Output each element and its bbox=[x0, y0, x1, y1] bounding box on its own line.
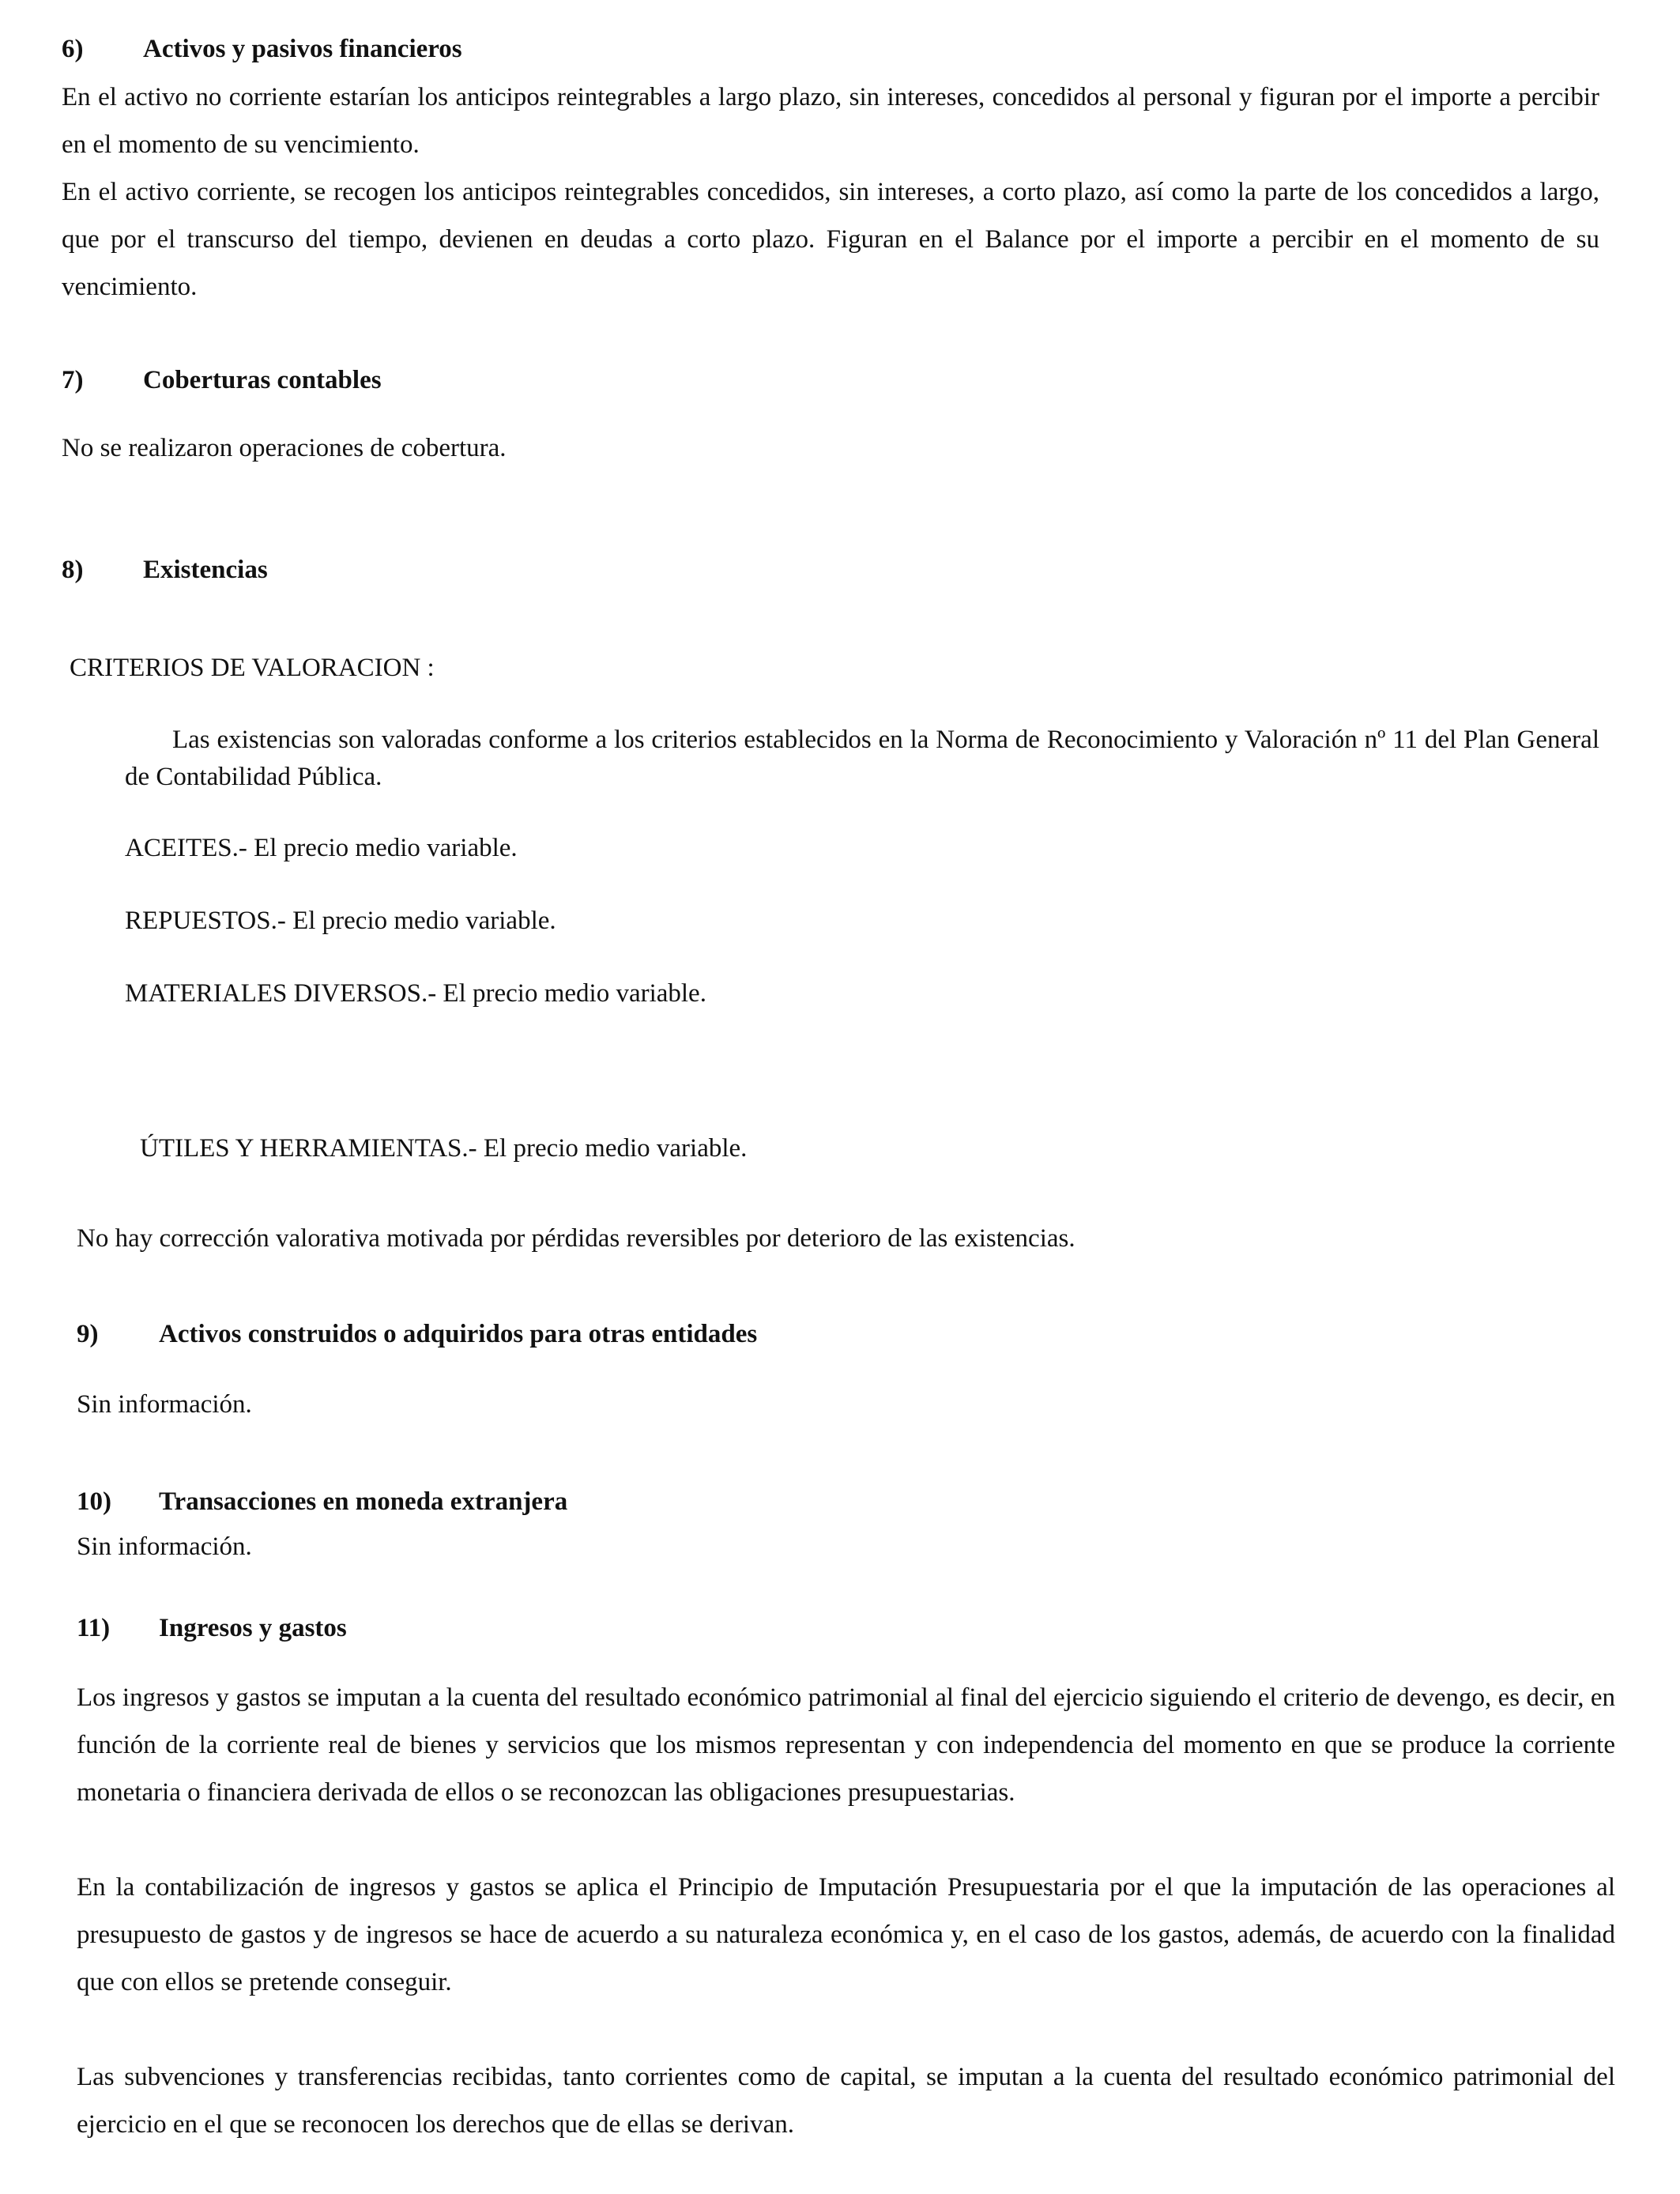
section-11-paragraph-1: Los ingresos y gastos se imputan a la cuenta del resultado económico patrimonial al final del ejercicio siguiendo el criterio de devengo, es decir, en función de la corriente real de bienes y servicios que los mismos representan y con independencia del momento en que se produce la corriente monetaria o financiera derivada de ellos o se reconozcan las obligaciones presupuestarias. bbox=[77, 1683, 1615, 1807]
existencias-note: No hay corrección valorativa motivada por pérdidas reversibles por deterioro de las existencias. bbox=[77, 1224, 1075, 1253]
section-title: Activos y pasivos financieros bbox=[143, 35, 462, 63]
criteria-text: Las existencias son valoradas conforme a los criterios establecidos en la Norma de Reconocimiento y Valoración nº 11 del Plan General de Contabilidad Pública. bbox=[125, 726, 1599, 791]
section-number: 10) bbox=[77, 1487, 111, 1516]
item-repuestos: REPUESTOS.- El precio medio variable. bbox=[125, 907, 556, 935]
section-8-heading bbox=[62, 554, 773, 586]
section-6-heading bbox=[62, 33, 773, 65]
item-utiles: ÚTILES Y HERRAMIENTAS.- El precio medio variable. bbox=[140, 1134, 748, 1163]
section-number: 7) bbox=[62, 366, 84, 394]
section-11-heading bbox=[77, 1612, 1025, 1644]
section-6-paragraph-1: En el activo no corriente estarían los anticipos reintegrables a largo plazo, sin intereses, concedidos al personal y figuran por el importe a percibir en el momento de su vencimiento. bbox=[62, 83, 1599, 159]
section-9-heading bbox=[77, 1318, 1025, 1350]
section-number: 11) bbox=[77, 1614, 111, 1642]
section-11-paragraph-2: En la contabilización de ingresos y gastos se aplica el Principio de Imputación Presupuestaria por el que la imputación de las operaciones al presupuesto de gastos y de ingresos se hace de acuerdo a su naturaleza económica y, en el caso de los gastos, además, de acuerdo con la finalidad que con ellos se pretende conseguir. bbox=[77, 1873, 1615, 1996]
section-title: Ingresos y gastos bbox=[159, 1614, 347, 1642]
section-9-paragraph-1: Sin información. bbox=[77, 1390, 252, 1419]
section-number: 9) bbox=[77, 1320, 99, 1348]
section-title: Existencias bbox=[143, 556, 268, 584]
section-title: Activos construidos o adquiridos para otras entidades bbox=[159, 1320, 758, 1348]
section-title: Transacciones en moneda extranjera bbox=[159, 1487, 568, 1516]
section-title: Coberturas contables bbox=[143, 366, 382, 394]
item-aceites: ACEITES.- El precio medio variable. bbox=[125, 834, 518, 862]
section-7-heading bbox=[62, 364, 773, 396]
item-materiales: MATERIALES DIVERSOS.- El precio medio variable. bbox=[125, 979, 706, 1008]
section-10-heading bbox=[77, 1486, 1025, 1517]
section-6-paragraph-2: En el activo corriente, se recogen los anticipos reintegrables concedidos, sin intereses, a corto plazo, así como la parte de los concedidos a largo, que por el transcurso del tiempo, devienen en deudas a corto plazo. Figuran en el Balance por el importe a percibir en el momento de su vencimiento. bbox=[62, 178, 1599, 301]
section-number: 8) bbox=[62, 556, 84, 584]
section-7-paragraph-1: No se realizaron operaciones de cobertura. bbox=[62, 434, 507, 462]
section-11-paragraph-3: Las subvenciones y transferencias recibidas, tanto corrientes como de capital, se imputan a la cuenta del resultado económico patrimonial del ejercicio en el que se reconocen los derechos que de ellas se derivan. bbox=[77, 2063, 1615, 2139]
section-number: 6) bbox=[62, 35, 84, 63]
section-10-paragraph-1: Sin información. bbox=[77, 1532, 252, 1561]
criteria-label: CRITERIOS DE VALORACION : bbox=[70, 654, 435, 682]
